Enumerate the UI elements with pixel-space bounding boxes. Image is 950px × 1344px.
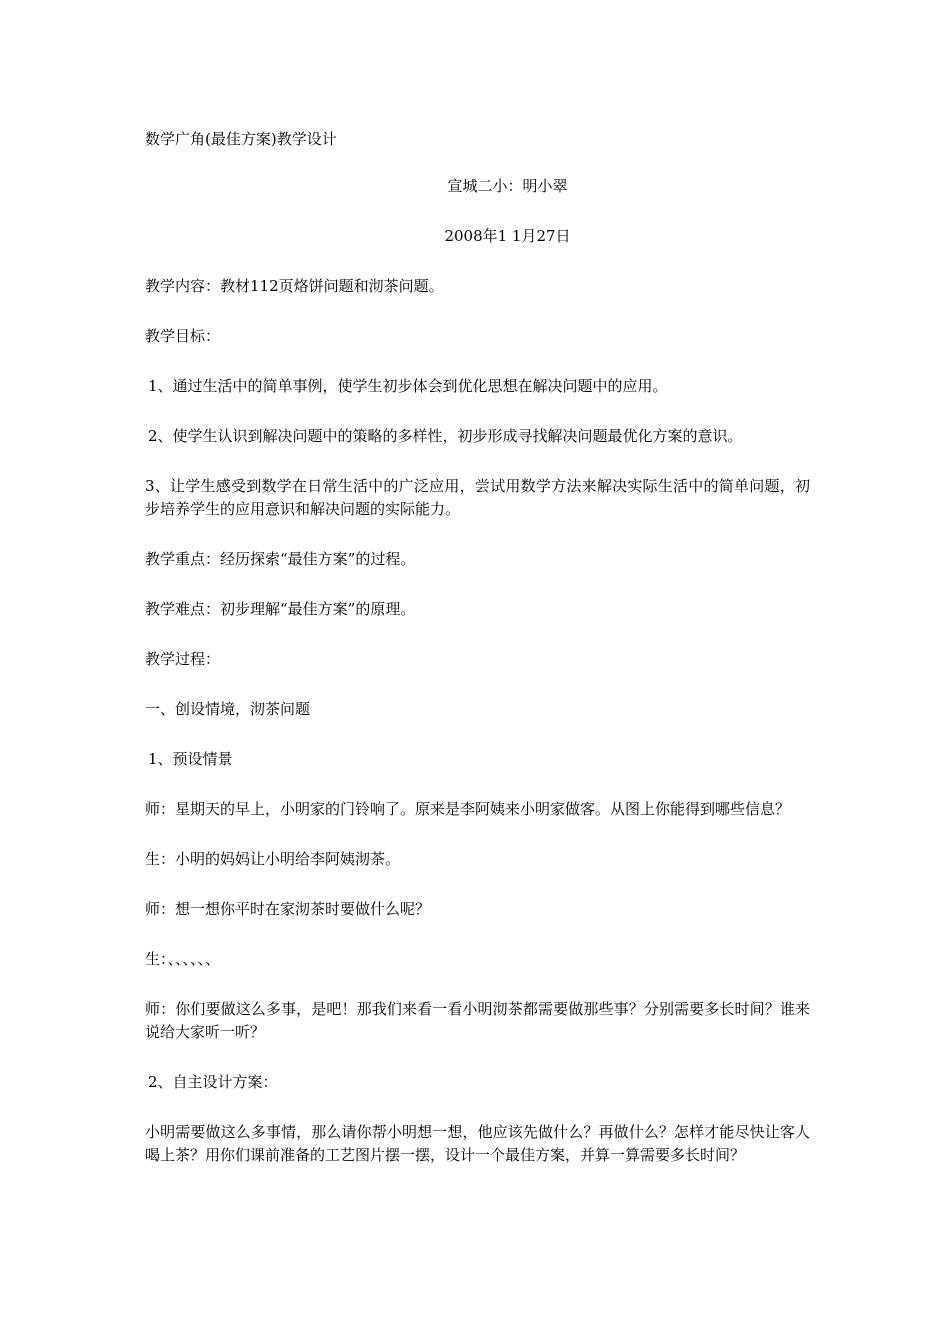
objective-item: 1、通过生活中的简单事例，使学生初步体会到优化思想在解决问题中的应用。 (148, 377, 668, 395)
objectives-heading: 教学目标： (145, 327, 221, 345)
document-title: 数学广角(最佳方案)教学设计 (145, 130, 337, 148)
section-heading: 一、创设情境，沏茶问题 (145, 700, 311, 718)
process-heading: 教学过程： (145, 650, 221, 668)
subsection-heading: 1、预设情景 (148, 750, 233, 768)
dialogue-line: 师：想一想你平时在家沏茶时要做什么呢？ (145, 900, 431, 918)
date-line: 2008年1 1月27日 (444, 227, 571, 245)
objective-item: 2、使学生认识到解决问题中的策略的多样性，初步形成寻找解决问题最优化方案的意识。 (148, 427, 743, 445)
dialogue-line: 生：小明的妈妈让小明给李阿姨沏茶。 (145, 850, 401, 868)
key-point: 教学重点：经历探索“最佳方案”的过程。 (145, 550, 416, 568)
dialogue-line: 师：星期天的早上，小明家的门铃响了。原来是李阿姨来小明家做客。从图上你能得到哪些信息？ (145, 800, 791, 818)
objective-item: 3、让学生感受到数学在日常生活中的广泛应用，尝试用数学方法来解决实际生活中的简单问题，初步培养学生的应用意识和解决问题的实际能力。 (145, 477, 810, 518)
dialogue-line: 师：你们要做这么多事，是吧！那我们来看一看小明沏茶都需要做那些事？分别需要多长时间？谁来说给大家听一听？ (145, 1000, 810, 1041)
teaching-content: 教学内容：教材112页烙饼问题和沏茶问题。 (145, 277, 444, 295)
dialogue-line: 生：、、、、、、 (145, 950, 221, 968)
document-page (145, 128, 810, 1194)
difficulty-point: 教学难点：初步理解“最佳方案”的原理。 (145, 600, 416, 618)
task-paragraph: 小明需要做这么多事情，那么请你帮小明想一想，他应该先做什么？再做什么？怎样才能尽快让客人喝上茶？用你们课前准备的工艺图片摆一摆，设计一个最佳方案，并算一算需要多长时间？ (145, 1123, 810, 1164)
author-line: 宣城二小：明小翠 (447, 177, 568, 195)
subsection-heading: 2、自主设计方案： (148, 1073, 278, 1091)
